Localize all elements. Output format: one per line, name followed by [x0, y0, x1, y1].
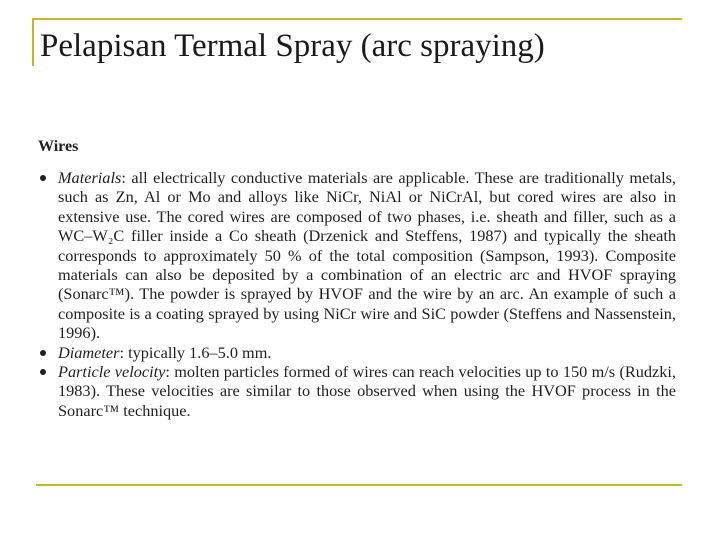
bullet-item-materials [36, 168, 676, 343]
bullet-item-particle-velocity [36, 362, 676, 420]
bullet-item-diameter [36, 343, 676, 362]
bullet-term: Particle velocity [58, 362, 166, 382]
excerpt-bottom-rule [36, 484, 682, 486]
bullet-icon [40, 350, 46, 356]
excerpt-image [36, 138, 676, 420]
bullet-list [36, 168, 676, 420]
bullet-icon [40, 175, 46, 181]
section-heading: Wires [38, 138, 79, 155]
bullet-text: : typically 1.6–5.0 mm. [119, 342, 272, 362]
title-top-rule [32, 18, 682, 20]
bullet-text: : molten particles formed of wires can reach velocities up to 150 m/s (Rudzki, 1983). These velocities are similar to those observed when using the HVOF process in the Sonarc™ technique. [58, 362, 676, 420]
bullet-text: : all electrically conductive materials are applicable. These are traditionally metals, such as Zn, Al or Mo and alloys like NiCr, NiAl or NiCrAl, but cored wires are also in extensive use. The cored wires are composed of two phases, i.e. sheath and filler, such as a WC–W₂C filler inside a Co sheath (Drzenick and Steffens, 1987) and typically the sheath corresponds to approximately 50 % of the total composition (Sampson, 1993). Composite materials can also be deposited by a combination of an electric arc and HVOF spraying (Sonarc™). The powder is sprayed by HVOF and the wire by an arc. An example of such a composite is a coating sprayed by using NiCr wire and SiC powder (Steffens and Nassenstein, 1996). [58, 168, 676, 343]
title-left-rule [32, 18, 34, 66]
bullet-icon [40, 369, 46, 375]
bullet-term: Diameter [58, 342, 120, 362]
bullet-term: Materials [58, 168, 122, 187]
slide-title: Pelapisan Termal Spray (arc spraying) [40, 28, 545, 64]
